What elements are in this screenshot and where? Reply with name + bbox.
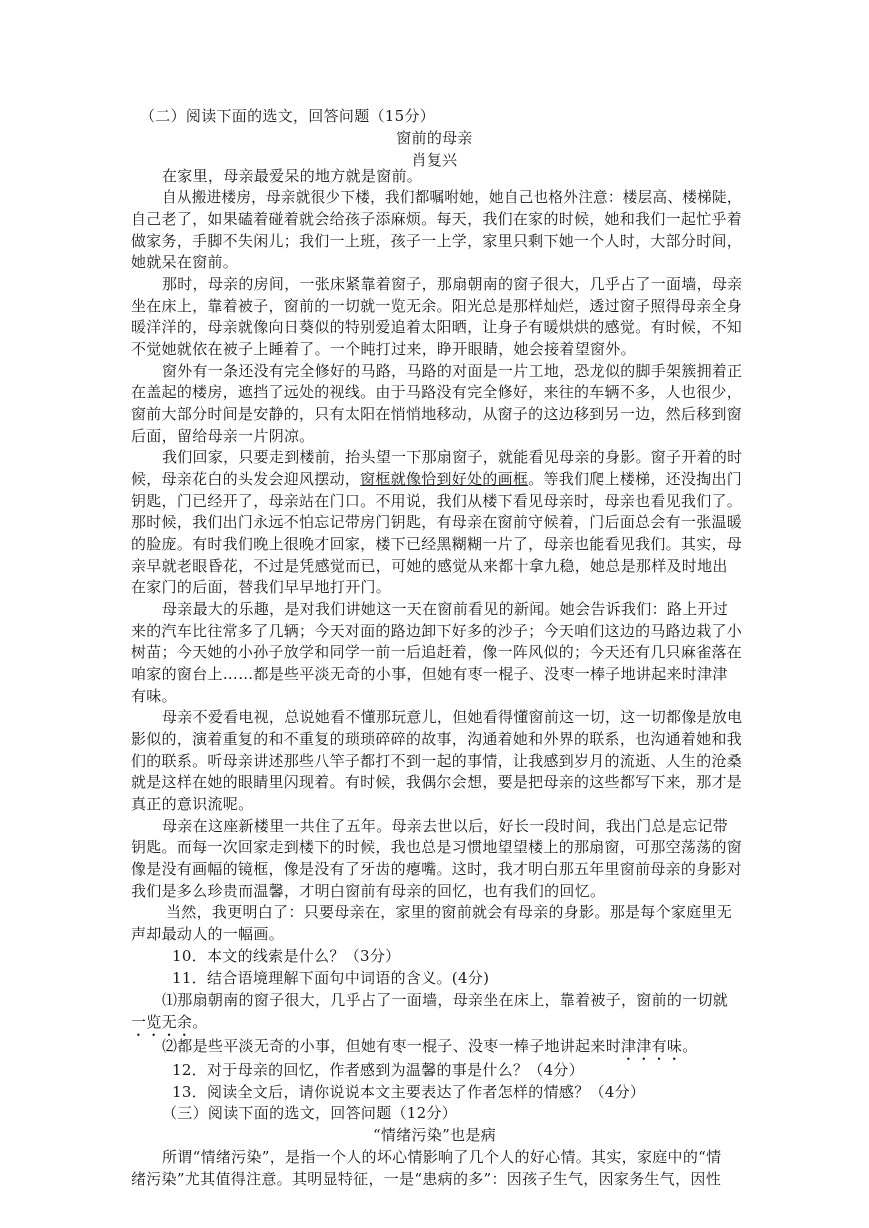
article-author: 肖复兴 (411, 151, 458, 169)
article-line: 坐在床上，靠着被子，窗前的一切就一览无余。阳光总是那样灿烂，透过窗子照得母亲全身 (131, 297, 743, 315)
article-line: 那时，母亲的房间，一张床紧靠着窗子，那扇朝南的窗子很大，几乎占了一面墙，母亲 (162, 275, 743, 293)
article-line: 在家里，母亲最爱呆的地方就是窗前。 (162, 167, 423, 185)
article-line: 窗前大部分时间是安静的，只有太阳在悄悄地移动，从窗子的这边移到另一边，然后移到窗 (131, 405, 743, 423)
text-segment: ⑵都是些平淡无奇的小事，但她有枣一棍子、没枣一棒子地讲起来时 (162, 1037, 622, 1055)
article-line: 我们是多么珍贵而温馨，才明白窗前有母亲的回忆，也有我们的回忆。 (131, 882, 606, 900)
article-line: 绪污染”尤其值得注意。其明显特征，一是“患病的多”：因孩子生气，因家务生气，因性 (131, 1170, 722, 1188)
article-line: 当然，我更明白了：只要母亲在，家里的窗前就会有母亲的身影。那是每个家庭里无 (166, 903, 733, 921)
article-line: 来的汽车比往常多了几辆；今天对面的路边卸下好多的沙子；今天咱们这边的马路边栽了小 (131, 622, 743, 640)
question-12: 12．对于母亲的回忆，作者感到为温馨的事是什么？（4分） (172, 1061, 585, 1079)
article-line: 就是这样在她的眼睛里闪现着。有时候，我偶尔会想，要是把母亲的这些都写下来，那才是 (131, 773, 743, 791)
article-line: 影似的，演着重复的和不重复的琐琐碎碎的故事，沟通着她和外界的联系，也沟通着她和我 (131, 730, 743, 748)
text-segment: 。 (682, 1037, 698, 1055)
question-10: 10．本文的线索是什么？（3分） (172, 947, 401, 965)
article-line: 钥匙。而每一次回家走到楼下的时候，我也总是习惯地望望楼上的那扇窗，可那空荡荡的窗 (131, 838, 743, 856)
article-line: 在盖起的楼房，遮挡了远处的视线。由于马路没有完全修好，来往的车辆不多，人也很少， (131, 383, 743, 401)
article-line: 在家门的后面，替我们早早地打开门。 (131, 578, 392, 596)
text-segment: 候，母亲花白的头发会迎风摆动， (131, 470, 361, 488)
article-line: 的脸庞。有时我们晚上很晚才回家，楼下已经黑糊糊一片了，母亲也能看见我们。其实，母 (131, 535, 743, 553)
article-line: 后面，留给母亲一片阴凉。 (131, 427, 315, 445)
article-line: 亲早就老眼昏花，不过是凭感觉而已，可她的感觉从来都十拿九稳，她总是那样及时地出 (131, 557, 728, 575)
article-line: 我们回家，只要走到楼前，抬头望一下那扇窗子，就能看见母亲的身影。窗子开着的时 (162, 448, 743, 466)
text-segment: 。 (192, 1013, 208, 1031)
dotted-phrase: 一览无余 (131, 1013, 193, 1031)
article-line: 自己老了，如果磕着碰着就会给孩子添麻烦。每天，我们在家的时候，她和我们一起忙乎着 (131, 210, 743, 228)
article-line: 母亲在这座新楼里一共住了五年。母亲去世以后，好长一段时间，我出门总是忘记带 (162, 817, 729, 835)
article-line: 母亲最大的乐趣，是对我们讲她这一天在窗前看见的新闻。她会告诉我们：路上开过 (162, 600, 729, 618)
article-line: 们的联系。听母亲讲述那些八竿子都打不到一起的事情，让我感到岁月的流逝、人生的沧桑 (131, 752, 743, 770)
question-13: 13．阅读全文后，请你说说本文主要表达了作者怎样的情感？（4分） (172, 1083, 646, 1101)
article-line: 窗外有一条还没有完全修好的马路，马路的对面是一片工地，恐龙似的脚手架簇拥着正 (162, 362, 743, 380)
article-line: 做家务，手脚不失闲儿；我们一上班，孩子一上学，家里只剩下她一个人时，大部分时间， (131, 232, 743, 250)
article-line: 暖洋洋的，母亲就像向日葵似的特别爱追着太阳晒，让身子有暖烘烘的感觉。有时候，不知 (131, 318, 743, 336)
question-11: 11．结合语境理解下面句中词语的含义。(4分) (172, 969, 490, 987)
article-line: 树苗；今天她的小孙子放学和同学一前一后追赶着，像一阵风似的；今天还有几只麻雀落在 (131, 643, 743, 661)
question-11-item-1: ⑴那扇朝南的窗子很大，几乎占了一面墙，母亲坐在床上，靠着被子，窗前的一切就 (162, 991, 729, 1009)
underlined-phrase: 窗框就像恰到好处的画框 (360, 470, 529, 488)
article-line: 像是没有画幅的镜框，像是没有了牙齿的瘪嘴。这时，我才明白那五年里窗前母亲的身影对 (131, 860, 743, 878)
article-line: 钥匙，门已经开了，母亲站在门口。不用说，我们从楼下看见母亲时，母亲也看见我们了。 (131, 492, 743, 510)
section-3-title: “情绪污染”也是病 (372, 1126, 497, 1144)
article-line: 有味。 (131, 687, 177, 705)
article-line: 咱家的窗台上……都是些平淡无奇的小事，但她有枣一棍子、没枣一棒子地讲起来时津津 (131, 665, 728, 683)
article-line: 不觉她就依在被子上睡着了。一个盹打过来，睁开眼睛，她会接着望窗外。 (131, 340, 636, 358)
article-title: 窗前的母亲 (396, 129, 473, 147)
article-line: 她就呆在窗前。 (131, 253, 239, 271)
article-line: 母亲不爱看电视，总说她看不懂那玩意儿，但她看得懂窗前这一切，这一切都像是放电 (162, 708, 743, 726)
dotted-phrase: 津津有味 (621, 1037, 683, 1055)
section-3-heading: （三）阅读下面的选文，回答问题（12分） (162, 1104, 458, 1122)
article-line: 声却最动人的一幅画。 (131, 925, 285, 943)
article-line: 自从搬进楼房，母亲就很少下楼，我们都嘱咐她，她自己也格外注意：楼层高、楼梯陡， (162, 188, 742, 206)
text-segment: 。等我们爬上楼梯，还没掏出门 (528, 470, 743, 488)
article-line: 所谓“情绪污染”，是指一个人的坏心情影响了几个人的好心情。其实，家庭中的“情 (162, 1148, 722, 1166)
article-line (131, 469, 742, 489)
article-line: 真正的意识流呢。 (131, 795, 254, 813)
section-2-heading: （二）阅读下面的选文，回答问题（15分） (140, 107, 436, 125)
article-line: 那时候，我们出门永远不怕忘记带房门钥匙，有母亲在窗前守候着，门后面总会有一张温暖 (131, 513, 743, 531)
